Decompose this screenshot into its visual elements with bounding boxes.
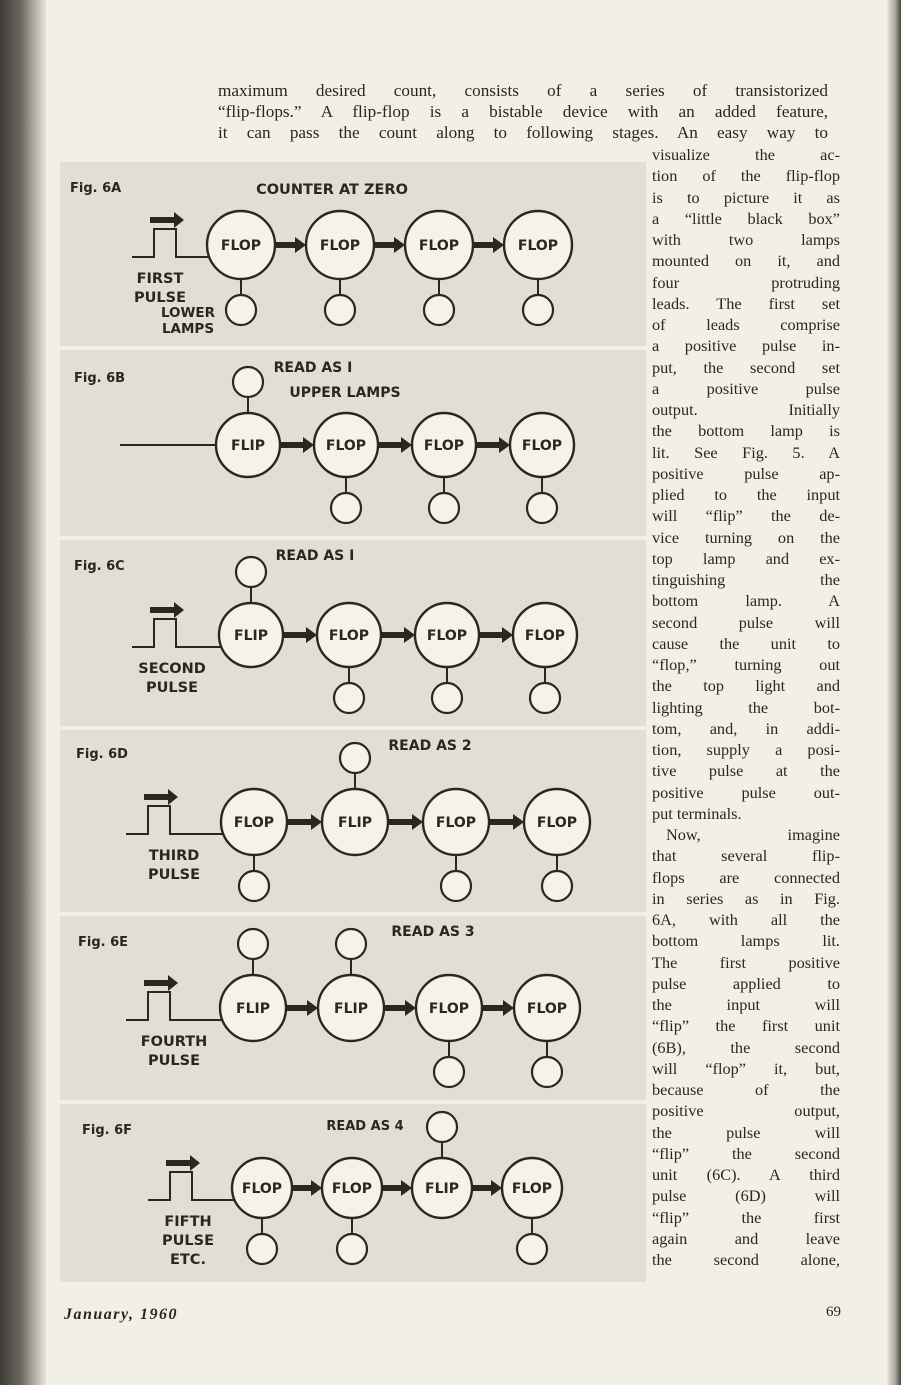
figure-label: Fig. 6D: [76, 747, 128, 762]
column-line: mounted on it, and: [652, 251, 840, 271]
input-pulse-waveform: [132, 619, 223, 647]
column-line: with two lamps: [652, 230, 840, 249]
intro-line: “flip-flops.” A flip-flop is a bistable device with an added feature,: [218, 102, 828, 122]
page-edge-shadow: [887, 0, 901, 1385]
column-line: again and leave: [652, 1228, 840, 1248]
figure-label: Fig. 6E: [78, 935, 129, 950]
lamp-label: LOWER: [160, 305, 216, 321]
lower-lamp: [434, 1057, 464, 1087]
column-line: put, the second set: [652, 357, 840, 377]
flipflop-state-label: FLOP: [418, 238, 460, 254]
column-line: because of the: [652, 1080, 840, 1099]
flipflop-state-label: FLIP: [334, 1001, 368, 1017]
flipflop-state-label: FLOP: [233, 815, 275, 831]
column-line: “flip” the first unit: [652, 1016, 840, 1036]
flipflop-diagram: [60, 1104, 646, 1282]
figure-panel: [60, 350, 646, 536]
column-line: “flip” the first: [652, 1207, 840, 1227]
flipflop-unit: [306, 211, 374, 325]
column-line: tinguishing the: [652, 570, 840, 589]
flipflop-diagram: [60, 916, 646, 1100]
flipflop-state-label: FLOP: [220, 238, 262, 254]
column-line: four protruding: [652, 272, 840, 292]
flipflop-state-label: FLOP: [426, 628, 468, 644]
column-line: (6B), the second: [652, 1037, 840, 1057]
flipflop-state-label: FLOP: [319, 238, 361, 254]
column-line: “flip” the second: [652, 1143, 840, 1163]
flipflop-unit: [423, 789, 489, 901]
lower-lamp: [530, 683, 560, 713]
flipflop-unit: [513, 603, 577, 713]
column-line: the input will: [652, 995, 840, 1014]
carry-arrow-icon: [472, 1180, 502, 1196]
column-line: visualize the ac-: [652, 145, 840, 164]
flipflop-unit: [405, 211, 473, 325]
flipflop-unit: [219, 557, 283, 667]
column-line: the top light and: [652, 676, 840, 696]
flipflop-state-label: FLIP: [234, 628, 268, 644]
lower-lamp: [226, 295, 256, 325]
pulse-label: PULSE: [148, 1053, 200, 1069]
column-line: positive pulse ap-: [652, 463, 840, 483]
flipflop-state-label: FLOP: [328, 628, 370, 644]
lower-lamp: [542, 871, 572, 901]
input-pulse-waveform: [126, 806, 225, 834]
flipflop-state-label: FLIP: [236, 1001, 270, 1017]
lower-lamp: [527, 493, 557, 523]
figure-panel: [60, 730, 646, 912]
column-line: pulse applied to: [652, 973, 840, 993]
column-line: Now, imagine: [666, 825, 840, 844]
column-line: will “flop” it, but,: [652, 1058, 840, 1078]
intro-line: maximum desired count, consists of a series of transistorized: [218, 81, 828, 100]
flipflop-diagram: [60, 730, 646, 912]
carry-arrow-icon: [287, 814, 322, 830]
column-line: bottom lamp. A: [652, 591, 840, 611]
figure-caption: READ AS I: [273, 360, 353, 376]
lower-lamp: [334, 683, 364, 713]
pulse-label: FIRST: [136, 271, 184, 287]
carry-arrow-icon: [283, 627, 317, 643]
flipflop-unit: [510, 413, 574, 523]
column-line: is to picture it as: [652, 187, 840, 207]
flipflop-unit: [216, 367, 280, 477]
flipflop-diagram: [60, 540, 646, 726]
lower-lamp: [239, 871, 269, 901]
pulse-direction-arrow-icon: [150, 212, 184, 228]
column-line: flops are connected: [652, 867, 840, 887]
column-line: the pulse will: [652, 1122, 840, 1142]
column-line: positive pulse out-: [652, 782, 840, 802]
column-line: the second alone,: [652, 1250, 840, 1269]
flipflop-state-label: FLOP: [331, 1181, 373, 1197]
pulse-label: FIFTH: [164, 1214, 212, 1230]
pulse-label: PULSE: [146, 680, 198, 696]
column-line: a positive pulse in-: [652, 336, 840, 356]
flipflop-unit: [322, 1158, 382, 1264]
flipflop-state-label: FLOP: [428, 1001, 470, 1017]
carry-arrow-icon: [388, 814, 423, 830]
pulse-direction-arrow-icon: [144, 789, 178, 805]
figure-caption: COUNTER AT ZERO: [256, 182, 408, 198]
pulse-label: FOURTH: [140, 1034, 208, 1050]
lower-lamp: [532, 1057, 562, 1087]
flipflop-unit: [514, 975, 580, 1087]
flipflop-unit: [415, 603, 479, 713]
lower-lamp: [523, 295, 553, 325]
column-line: that several flip-: [652, 846, 840, 866]
figure-label: Fig. 6A: [70, 181, 122, 196]
intro-paragraph: [218, 80, 828, 144]
lower-lamp: [441, 871, 471, 901]
pulse-label: ETC.: [170, 1252, 206, 1268]
column-line: “flop,” turning out: [652, 655, 840, 674]
figure-panel: [60, 540, 646, 726]
carry-arrow-icon: [473, 237, 504, 253]
pulse-direction-arrow-icon: [166, 1155, 200, 1171]
input-pulse-waveform: [132, 229, 211, 257]
lower-lamp: [325, 295, 355, 325]
flipflop-unit: [314, 413, 378, 523]
column-line: pulse (6D) will: [652, 1186, 840, 1206]
column-line: vice turning on the: [652, 527, 840, 547]
upper-lamp: [233, 367, 263, 397]
pulse-direction-arrow-icon: [150, 602, 184, 618]
flipflop-state-label: FLIP: [425, 1181, 459, 1197]
carry-arrow-icon: [286, 1000, 318, 1016]
column-line: put terminals.: [652, 803, 742, 823]
upper-lamp: [336, 929, 366, 959]
figure-caption: READ AS I: [275, 548, 355, 564]
column-line: plied to the input: [652, 485, 840, 504]
column-line: of leads comprise: [652, 315, 840, 334]
figure-panel: [60, 162, 646, 346]
upper-lamp: [238, 929, 268, 959]
figure-caption: READ AS 2: [388, 738, 472, 754]
figure-caption: UPPER LAMPS: [289, 385, 401, 401]
carry-arrow-icon: [482, 1000, 514, 1016]
flipflop-unit: [221, 789, 287, 901]
figure-label: Fig. 6C: [74, 559, 125, 574]
column-line: tion of the flip-flop: [652, 166, 840, 186]
carry-arrow-icon: [381, 627, 415, 643]
column-line: bottom lamps lit.: [652, 931, 840, 951]
column-line: second pulse will: [652, 612, 840, 632]
column-line: The first positive: [652, 952, 840, 972]
flipflop-state-label: FLOP: [536, 815, 578, 831]
column-line: lighting the bot-: [652, 697, 840, 717]
pulse-direction-arrow-icon: [144, 975, 178, 991]
carry-arrow-icon: [374, 237, 405, 253]
input-pulse-waveform: [148, 1172, 236, 1200]
lower-lamp: [429, 493, 459, 523]
column-line: in series as in Fig.: [652, 888, 840, 908]
figure-panel: [60, 1104, 646, 1282]
column-line: unit (6C). A third: [652, 1165, 840, 1184]
flipflop-unit: [412, 413, 476, 523]
flipflop-unit: [524, 789, 590, 901]
flipflop-state-label: FLOP: [521, 438, 563, 454]
input-pulse-waveform: [126, 992, 224, 1020]
flipflop-unit: [318, 929, 384, 1041]
flipflop-state-label: FLIP: [231, 438, 265, 454]
flipflop-unit: [232, 1158, 292, 1264]
flipflop-state-label: FLOP: [423, 438, 465, 454]
flipflop-state-label: FLOP: [435, 815, 477, 831]
column-line: lit. See Fig. 5. A: [652, 442, 840, 462]
flipflop-state-label: FLOP: [517, 238, 559, 254]
column-line: tion, supply a posi-: [652, 740, 840, 759]
upper-lamp: [340, 743, 370, 773]
flipflop-unit: [207, 211, 275, 325]
flipflop-unit: [322, 743, 388, 855]
column-line: cause the unit to: [652, 633, 840, 653]
lower-lamp: [432, 683, 462, 713]
carry-arrow-icon: [280, 437, 314, 453]
column-line: tom, and, in addi-: [652, 718, 840, 738]
carry-arrow-icon: [275, 237, 306, 253]
intro-line: it can pass the count along to following stages. An easy way to: [218, 123, 828, 143]
figure-label: Fig. 6F: [82, 1123, 133, 1138]
carry-arrow-icon: [378, 437, 412, 453]
column-line: leads. The first set: [652, 293, 840, 313]
flipflop-state-label: FLOP: [241, 1181, 283, 1197]
page-number: 69: [826, 1304, 841, 1320]
flipflop-unit: [220, 929, 286, 1041]
carry-arrow-icon: [489, 814, 524, 830]
pulse-label: THIRD: [148, 848, 200, 864]
lower-lamp: [337, 1234, 367, 1264]
flipflop-unit: [317, 603, 381, 713]
lower-lamp: [424, 295, 454, 325]
flipflop-diagram: [60, 350, 646, 536]
lower-lamp: [331, 493, 361, 523]
flipflop-state-label: FLOP: [526, 1001, 568, 1017]
carry-arrow-icon: [382, 1180, 412, 1196]
column-line: a positive pulse: [652, 378, 840, 398]
column-line: will “flip” the de-: [652, 506, 840, 526]
flipflop-state-label: FLOP: [524, 628, 566, 644]
flipflop-unit: [504, 211, 572, 325]
upper-lamp: [427, 1112, 457, 1142]
pulse-label: PULSE: [162, 1233, 214, 1249]
figure-label: Fig. 6B: [74, 371, 126, 386]
flipflop-diagram: [60, 162, 646, 346]
flipflop-state-label: FLOP: [511, 1181, 553, 1197]
figure-caption: READ AS 4: [326, 1119, 404, 1134]
column-line: top lamp and ex-: [652, 548, 840, 568]
flipflop-unit: [502, 1158, 562, 1264]
body-column: [652, 144, 840, 1270]
pulse-label: PULSE: [134, 290, 186, 306]
pulse-label: SECOND: [138, 661, 206, 677]
flipflop-state-label: FLIP: [338, 815, 372, 831]
column-line: 6A, with all the: [652, 910, 840, 929]
carry-arrow-icon: [292, 1180, 322, 1196]
flipflop-unit: [416, 975, 482, 1087]
footer-date: January, 1960: [64, 1306, 179, 1323]
lower-lamp: [517, 1234, 547, 1264]
pulse-label: PULSE: [148, 867, 200, 883]
page-binding-shadow: [0, 0, 46, 1385]
figure-panel: [60, 916, 646, 1100]
flipflop-unit: [412, 1112, 472, 1218]
column-line: positive output,: [652, 1101, 840, 1121]
carry-arrow-icon: [479, 627, 513, 643]
lower-lamp: [247, 1234, 277, 1264]
column-line: output. Initially: [652, 400, 840, 419]
carry-arrow-icon: [476, 437, 510, 453]
figure-caption: READ AS 3: [391, 924, 475, 940]
column-line: tive pulse at the: [652, 761, 840, 781]
lamp-label: LAMPS: [161, 321, 215, 337]
column-line: the bottom lamp is: [652, 421, 840, 441]
column-line: a “little black box”: [652, 208, 840, 228]
carry-arrow-icon: [384, 1000, 416, 1016]
upper-lamp: [236, 557, 266, 587]
flipflop-state-label: FLOP: [325, 438, 367, 454]
